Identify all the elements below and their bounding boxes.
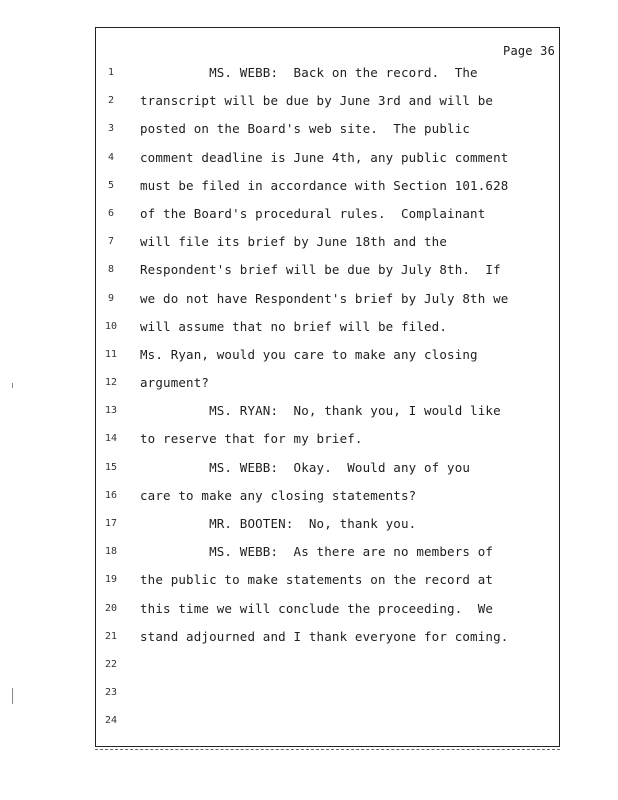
line-number: 1 <box>107 67 115 78</box>
transcript-line: care to make any closing statements? <box>140 487 417 503</box>
transcript-line <box>140 658 556 686</box>
transcript-line: transcript will be due by June 3rd and will be <box>140 93 494 109</box>
page-number: Page 36 <box>503 44 555 58</box>
line-number: 14 <box>104 433 118 445</box>
bottom-rule <box>95 749 560 750</box>
line-number: 2 <box>107 95 115 107</box>
line-number: 13 <box>104 405 118 417</box>
line-number-column <box>98 66 124 743</box>
transcript-line: to reserve that for my brief. <box>140 431 363 447</box>
transcript-line: MS. RYAN: No, thank you, I would like <box>140 403 501 419</box>
transcript-line: this time we will conclude the proceeding. We <box>140 600 494 616</box>
line-number: 3 <box>107 123 115 135</box>
line-number: 5 <box>107 179 115 191</box>
line-number: 10 <box>104 320 118 332</box>
transcript-line: MS. WEBB: As there are no members of <box>140 544 494 560</box>
transcript-line: MS. WEBB: Back on the record. The <box>140 65 478 80</box>
scan-margin-mark <box>12 383 13 388</box>
scan-margin-mark <box>12 688 13 704</box>
line-number: 21 <box>104 630 118 642</box>
transcript-line: stand adjourned and I thank everyone for coming. <box>140 628 509 644</box>
transcript-line: the public to make statements on the record at <box>140 572 494 588</box>
line-number: 4 <box>107 151 115 163</box>
line-number: 18 <box>104 546 118 558</box>
line-number: 6 <box>107 207 115 219</box>
transcript-line: posted on the Board's web site. The public <box>140 121 471 137</box>
line-number: 11 <box>104 348 118 360</box>
transcript-line: argument? <box>140 375 210 391</box>
line-number: 20 <box>104 602 118 614</box>
transcript-line: must be filed in accordance with Section 101.628 <box>140 177 509 193</box>
transcript-body <box>140 66 556 743</box>
transcript-line: will assume that no brief will be filed. <box>140 318 448 334</box>
line-number: 9 <box>107 292 115 304</box>
transcript-line <box>140 686 556 714</box>
transcript-line: comment deadline is June 4th, any public comment <box>140 149 509 165</box>
transcript-line: will file its brief by June 18th and the <box>140 234 448 250</box>
transcript-line: we do not have Respondent's brief by July 8th we <box>140 290 509 306</box>
transcript-line: of the Board's procedural rules. Complainant <box>140 205 486 221</box>
transcript-line: MS. WEBB: Okay. Would any of you <box>140 459 471 475</box>
line-number: 22 <box>104 658 118 670</box>
line-number: 19 <box>104 574 118 586</box>
line-number: 12 <box>104 377 118 389</box>
line-number: 7 <box>107 236 115 248</box>
transcript-line: MR. BOOTEN: No, thank you. <box>140 516 417 531</box>
line-number: 8 <box>107 264 115 276</box>
line-number: 23 <box>104 687 118 699</box>
line-number: 17 <box>104 518 118 529</box>
transcript-page <box>95 27 560 747</box>
line-number: 24 <box>104 715 118 727</box>
transcript-line: Respondent's brief will be due by July 8th. If <box>140 262 501 278</box>
line-number: 16 <box>104 489 118 501</box>
transcript-line: Ms. Ryan, would you care to make any closing <box>140 346 478 362</box>
transcript-line <box>140 714 556 742</box>
line-number: 15 <box>104 461 118 473</box>
